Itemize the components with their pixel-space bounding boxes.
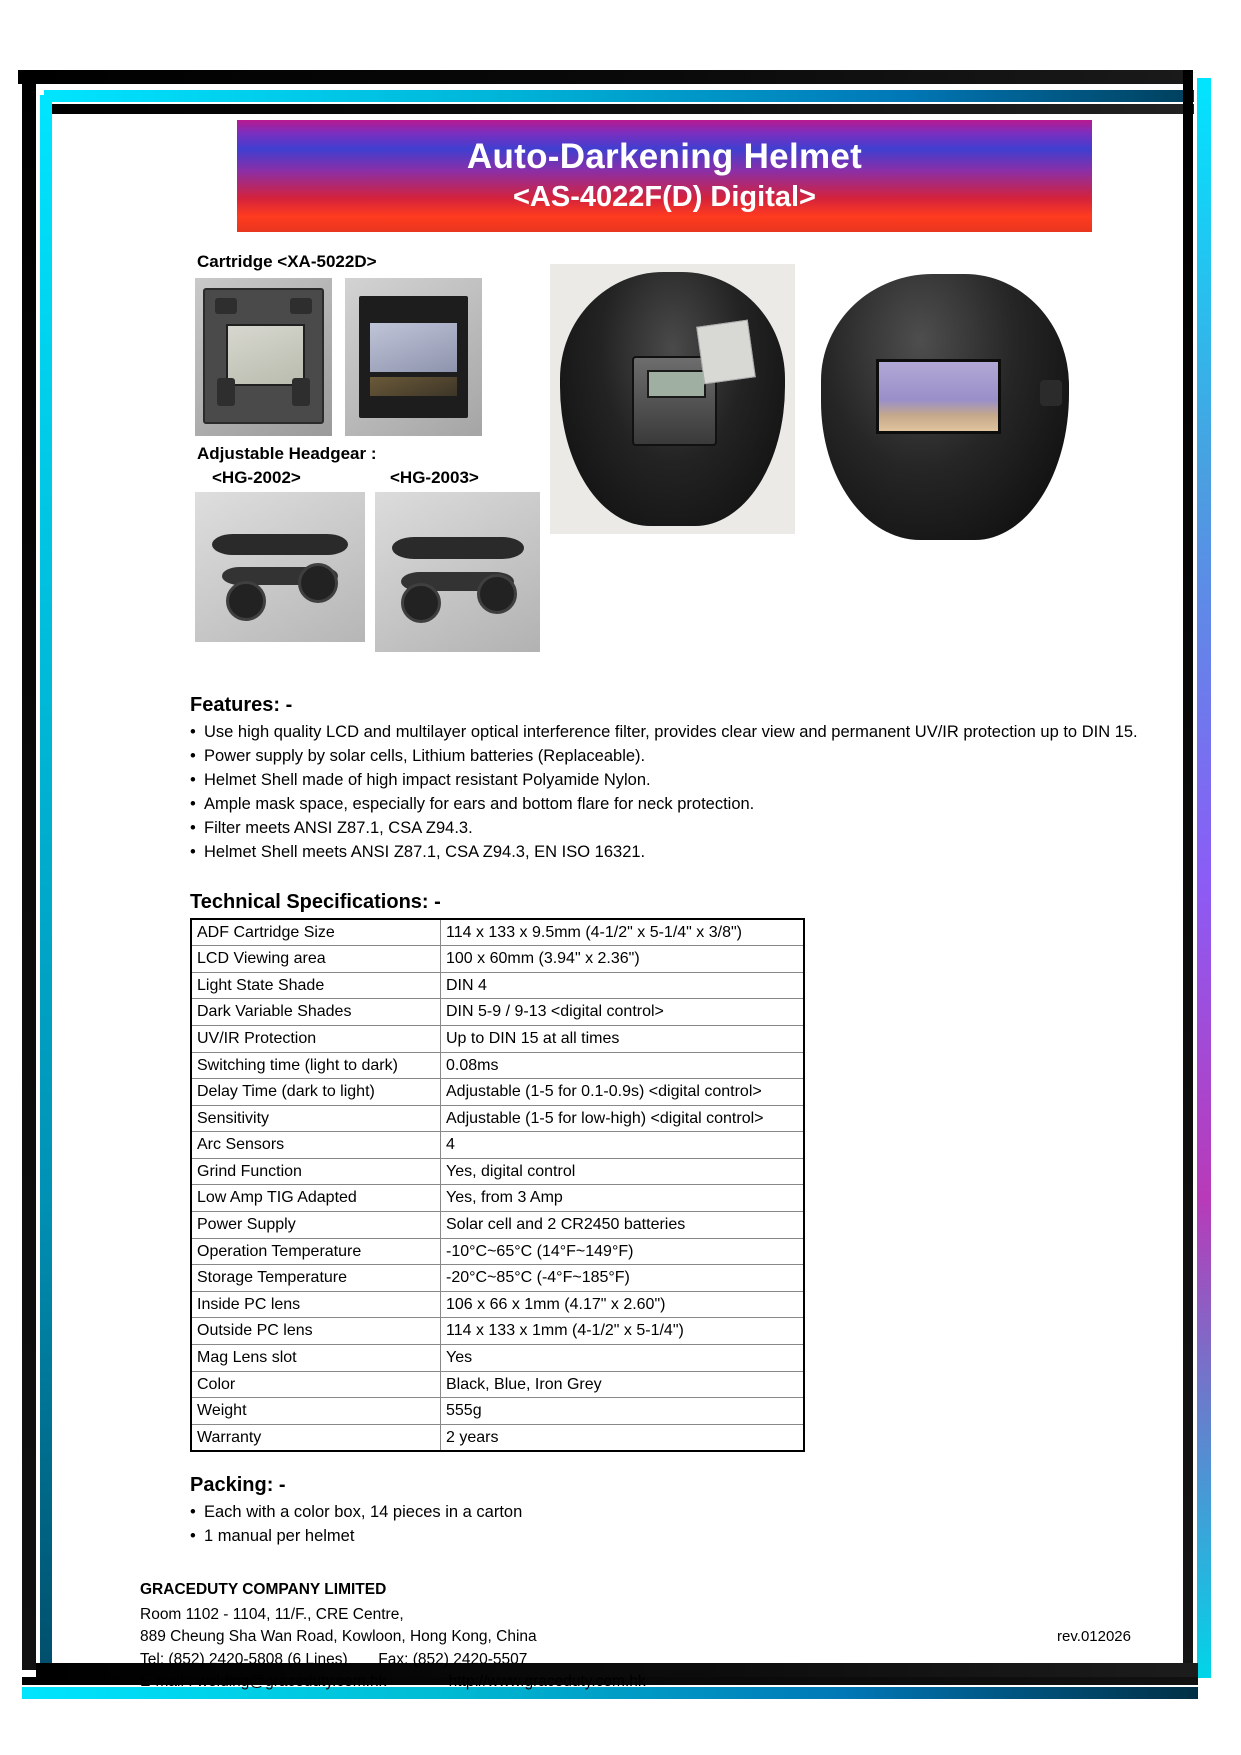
packing-list xyxy=(190,1501,1170,1549)
decorative-left-bar xyxy=(22,70,36,1670)
packing-heading: Packing: - xyxy=(190,1474,286,1497)
company-name: GRACEDUTY COMPANY LIMITED xyxy=(140,1581,387,1599)
table-row: Delay Time (dark to light) Adjustable (1-5 for 0.1-0.9s) <digital control> xyxy=(191,1079,804,1106)
company-email[interactable]: E-mail : welding@graceduty.com.hk xyxy=(140,1673,387,1691)
packing-section xyxy=(190,1474,1170,1549)
decorative-top-bar xyxy=(18,70,1193,84)
cartridge-label: Cartridge <XA-5022D> xyxy=(197,252,377,271)
table-row: Warranty 2 years xyxy=(191,1424,804,1451)
headgear-hg2002-photo xyxy=(195,492,365,642)
cartridge-front-photo xyxy=(195,278,332,436)
headgear-hg2003-photo xyxy=(375,492,540,652)
table-row: ADF Cartridge Size 114 x 133 x 9.5mm (4-1/2" x 5-1/4" x 3/8") xyxy=(191,919,804,946)
company-footer xyxy=(140,1579,1170,1693)
table-row: Switching time (light to dark) 0.08ms xyxy=(191,1052,804,1079)
table-row: Weight 555g xyxy=(191,1398,804,1425)
company-contact-row xyxy=(140,1671,1170,1693)
document-content xyxy=(60,120,1170,1694)
company-fax: Fax: (852) 2420-5507 xyxy=(378,1650,528,1668)
decorative-top-bar-secondary xyxy=(44,104,1194,114)
page-subtitle: <AS-4022F(D) Digital> xyxy=(513,180,816,213)
table-row: Storage Temperature -20°C~85°C (-4°F~185°F) xyxy=(191,1265,804,1292)
table-row: UV/IR Protection Up to DIN 15 at all times xyxy=(191,1025,804,1052)
decorative-right-bar xyxy=(1183,70,1193,1680)
list-item: • Helmet Shell meets ANSI Z87.1, CSA Z94.3, EN ISO 16321. xyxy=(190,841,1170,865)
page-title: Auto-Darkening Helmet xyxy=(466,137,863,177)
specifications-table xyxy=(190,918,805,1453)
table-row: Sensitivity Adjustable (1-5 for low-high) <digital control> xyxy=(191,1105,804,1132)
list-item: • Use high quality LCD and multilayer optical interference filter, provides clear view and permanent UV/IR protection up to DIN 15. xyxy=(190,721,1170,745)
table-row: Operation Temperature -10°C~65°C (14°F~149°F) xyxy=(191,1238,804,1265)
cartridge-side-photo xyxy=(345,278,482,436)
features-list xyxy=(190,721,1170,865)
table-row: LCD Viewing area 100 x 60mm (3.94" x 2.36") xyxy=(191,946,804,973)
headgear-hg2003-label: <HG-2003> xyxy=(390,468,479,487)
helmet-exterior-photo xyxy=(815,262,1075,552)
company-phone-row xyxy=(140,1649,1170,1671)
list-item: • Power supply by solar cells, Lithium batteries (Replaceable). xyxy=(190,745,1170,769)
list-item: • Each with a color box, 14 pieces in a carton xyxy=(190,1501,1170,1525)
list-item: • Filter meets ANSI Z87.1, CSA Z94.3. xyxy=(190,817,1170,841)
decorative-left-cyan-bar xyxy=(40,95,52,1675)
table-row: Power Supply Solar cell and 2 CR2450 batteries xyxy=(191,1212,804,1239)
decorative-top-cyan-bar xyxy=(44,90,1194,102)
features-heading: Features: - xyxy=(190,694,293,716)
table-row: Dark Variable Shades DIN 5-9 / 9-13 <digital control> xyxy=(191,999,804,1026)
company-address-line-1: Room 1102 - 1104, 11/F., CRE Centre, xyxy=(140,1605,404,1623)
specifications-section xyxy=(190,891,1170,1453)
company-address-line-2: 889 Cheung Sha Wan Road, Kowloon, Hong Kong, China xyxy=(140,1628,537,1646)
table-row: Arc Sensors 4 xyxy=(191,1132,804,1159)
helmet-interior-photo xyxy=(550,264,795,534)
table-row: Outside PC lens 114 x 133 x 1mm (4-1/2" x 5-1/4") xyxy=(191,1318,804,1345)
specifications-heading: Technical Specifications: - xyxy=(190,890,441,913)
list-item: • Ample mask space, especially for ears and bottom flare for neck protection. xyxy=(190,793,1170,817)
list-item: • 1 manual per helmet xyxy=(190,1525,1170,1549)
table-row: Light State Shade DIN 4 xyxy=(191,972,804,999)
table-row: Inside PC lens 106 x 66 x 1mm (4.17" x 2.60") xyxy=(191,1291,804,1318)
table-row: Mag Lens slot Yes xyxy=(191,1345,804,1372)
table-row: Grind Function Yes, digital control xyxy=(191,1158,804,1185)
product-images-area xyxy=(60,252,1170,692)
headgear-hg2002-label: <HG-2002> xyxy=(212,468,301,487)
company-tel: Tel: (852) 2420-5808 (6 Lines) xyxy=(140,1650,348,1668)
features-section xyxy=(190,694,1170,865)
title-banner xyxy=(237,120,1092,232)
company-website[interactable]: http://www.graceduty.com.hk xyxy=(448,1673,646,1691)
table-row: Low Amp TIG Adapted Yes, from 3 Amp xyxy=(191,1185,804,1212)
list-item: • Helmet Shell made of high impact resistant Polyamide Nylon. xyxy=(190,769,1170,793)
table-row: Color Black, Blue, Iron Grey xyxy=(191,1371,804,1398)
decorative-right-gradient-bar xyxy=(1197,78,1211,1678)
headgear-label: Adjustable Headgear : xyxy=(197,444,377,463)
revision-number: rev.012026 xyxy=(1057,1628,1131,1645)
